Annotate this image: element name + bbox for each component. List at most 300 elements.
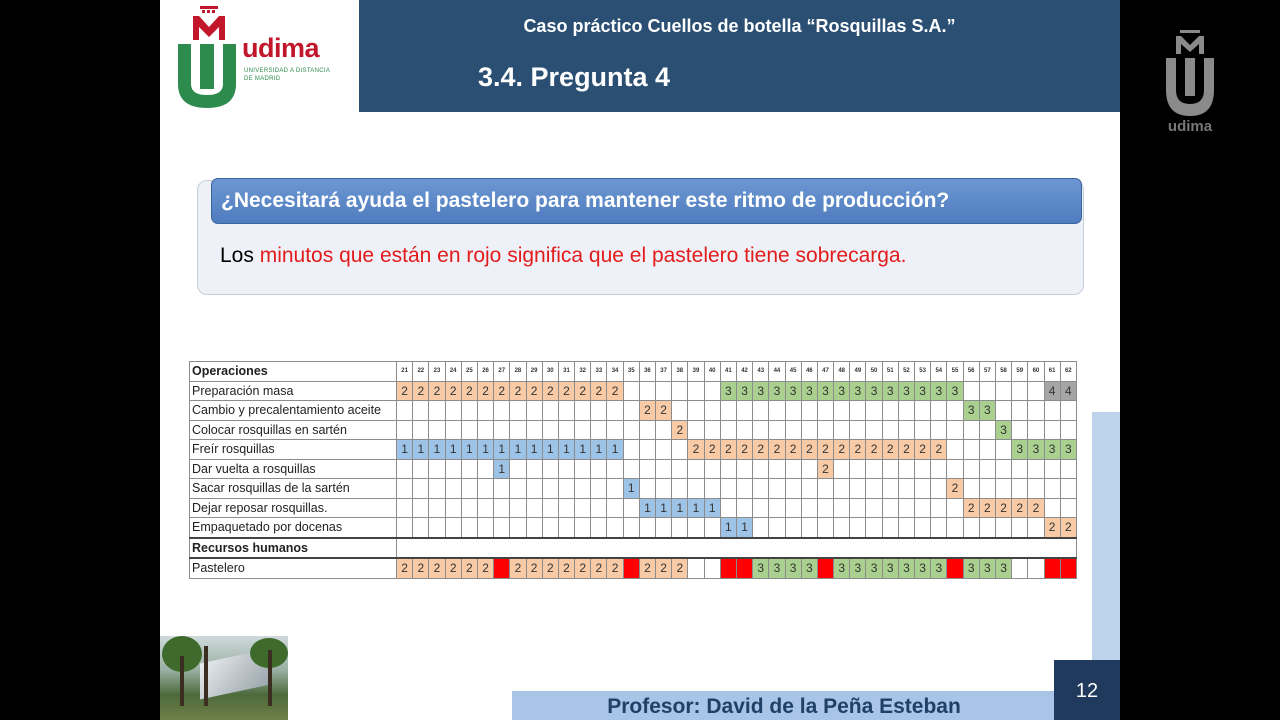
- schedule-cell: [915, 459, 931, 479]
- logo-subtitle-line2: DE MADRID: [244, 76, 281, 82]
- schedule-cell: [526, 420, 542, 440]
- schedule-cell: 3: [963, 401, 979, 421]
- schedule-cell: [1044, 420, 1060, 440]
- operation-label: Colocar rosquillas en sartén: [190, 420, 397, 440]
- schedule-cell: 2: [1044, 518, 1060, 538]
- schedule-cell: [850, 420, 866, 440]
- schedule-cell: [445, 401, 461, 421]
- operations-header: Operaciones: [190, 362, 397, 382]
- schedule-cell: [639, 518, 655, 538]
- operation-label: Cambio y precalentamiento aceite: [190, 401, 397, 421]
- schedule-cell: [688, 479, 704, 499]
- schedule-cell: [866, 498, 882, 518]
- schedule-cell: [753, 518, 769, 538]
- schedule-cell: [477, 401, 493, 421]
- udima-emblem-icon: [160, 0, 242, 112]
- schedule-cell: [963, 420, 979, 440]
- operation-label: Dar vuelta a rosquillas: [190, 459, 397, 479]
- schedule-cell: 2: [445, 381, 461, 401]
- schedule-cell: [753, 420, 769, 440]
- schedule-cell: [801, 459, 817, 479]
- minute-header: 34: [607, 362, 623, 382]
- schedule-cell: [785, 498, 801, 518]
- schedule-cell: [413, 518, 429, 538]
- schedule-cell: [1028, 381, 1044, 401]
- operation-label: Dejar reposar rosquillas.: [190, 498, 397, 518]
- schedule-cell: [995, 401, 1011, 421]
- workload-cell: 3: [979, 558, 995, 578]
- schedule-cell: 1: [542, 440, 558, 460]
- schedule-cell: 1: [736, 518, 752, 538]
- schedule-cell: [510, 401, 526, 421]
- schedule-cell: [915, 479, 931, 499]
- schedule-cell: [947, 459, 963, 479]
- workload-cell: [1012, 558, 1028, 578]
- answer-text: [220, 244, 906, 268]
- schedule-cell: 2: [963, 498, 979, 518]
- schedule-cell: [963, 518, 979, 538]
- schedule-cell: [656, 459, 672, 479]
- schedule-cell: [720, 401, 736, 421]
- schedule-cell: [931, 479, 947, 499]
- schedule-cell: [915, 401, 931, 421]
- overload-cell: [1060, 558, 1076, 578]
- schedule-cell: [688, 381, 704, 401]
- minute-header: 36: [639, 362, 655, 382]
- minute-header: 59: [1012, 362, 1028, 382]
- schedule-cell: [461, 459, 477, 479]
- schedule-cell: [656, 440, 672, 460]
- schedule-cell: 3: [769, 381, 785, 401]
- minute-header: 56: [963, 362, 979, 382]
- schedule-cell: [607, 401, 623, 421]
- schedule-cell: 2: [898, 440, 914, 460]
- schedule-cell: 2: [753, 440, 769, 460]
- schedule-cell: [882, 401, 898, 421]
- minute-header: 62: [1060, 362, 1076, 382]
- schedule-cell: 4: [1060, 381, 1076, 401]
- page-number: 12: [1054, 660, 1120, 720]
- schedule-cell: 3: [979, 401, 995, 421]
- schedule-cell: 3: [995, 420, 1011, 440]
- schedule-cell: [558, 479, 574, 499]
- schedule-cell: [785, 479, 801, 499]
- schedule-cell: 3: [947, 381, 963, 401]
- schedule-cell: 2: [817, 440, 833, 460]
- operation-row: [190, 401, 1077, 421]
- schedule-cell: [753, 459, 769, 479]
- schedule-cell: [688, 401, 704, 421]
- schedule-cell: [477, 518, 493, 538]
- minute-header: 25: [461, 362, 477, 382]
- minute-header: 53: [915, 362, 931, 382]
- schedule-cell: [1060, 420, 1076, 440]
- schedule-cell: 2: [575, 381, 591, 401]
- schedule-cell: 1: [429, 440, 445, 460]
- header-subtitle: Caso práctico Cuellos de botella “Rosquillas S.A.”: [523, 16, 956, 36]
- schedule-cell: [510, 479, 526, 499]
- schedule-cell: [769, 518, 785, 538]
- schedule-cell: [639, 381, 655, 401]
- schedule-cell: 3: [720, 381, 736, 401]
- schedule-cell: 2: [882, 440, 898, 460]
- schedule-cell: 1: [397, 440, 413, 460]
- schedule-cell: [477, 459, 493, 479]
- schedule-cell: [429, 459, 445, 479]
- minute-header: 24: [445, 362, 461, 382]
- schedule-cell: [607, 459, 623, 479]
- workload-cell: 3: [931, 558, 947, 578]
- footer-professor: Profesor: David de la Peña Esteban: [512, 691, 1056, 720]
- schedule-cell: [558, 518, 574, 538]
- schedule-cell: [591, 420, 607, 440]
- schedule-cell: [526, 498, 542, 518]
- minute-header: 54: [931, 362, 947, 382]
- schedule-cell: [558, 401, 574, 421]
- schedule-cell: [834, 401, 850, 421]
- minute-header: 55: [947, 362, 963, 382]
- schedule-cell: [801, 479, 817, 499]
- schedule-cell: [947, 420, 963, 440]
- schedule-cell: [558, 420, 574, 440]
- minute-header: 38: [672, 362, 688, 382]
- resources-header: Recursos humanos: [190, 538, 397, 559]
- schedule-cell: 1: [526, 440, 542, 460]
- schedule-cell: 2: [817, 459, 833, 479]
- schedule-cell: 3: [834, 381, 850, 401]
- schedule-cell: [575, 459, 591, 479]
- schedule-cell: [801, 420, 817, 440]
- schedule-cell: [963, 479, 979, 499]
- workload-cell: 3: [915, 558, 931, 578]
- schedule-cell: [736, 420, 752, 440]
- tree-trunk: [268, 650, 272, 706]
- schedule-cell: [510, 518, 526, 538]
- workload-cell: 3: [882, 558, 898, 578]
- schedule-cell: [1044, 401, 1060, 421]
- workload-cell: 3: [898, 558, 914, 578]
- schedule-cell: [801, 401, 817, 421]
- schedule-cell: 2: [542, 381, 558, 401]
- workload-cell: 3: [963, 558, 979, 578]
- schedule-cell: [542, 479, 558, 499]
- workload-cell: 2: [542, 558, 558, 578]
- schedule-cell: 1: [672, 498, 688, 518]
- schedule-cell: 2: [510, 381, 526, 401]
- schedule-cell: 1: [704, 498, 720, 518]
- schedule-cell: [445, 459, 461, 479]
- schedule-cell: [769, 420, 785, 440]
- schedule-cell: 2: [558, 381, 574, 401]
- schedule-cell: [1060, 498, 1076, 518]
- minute-header: 29: [526, 362, 542, 382]
- minute-header: 61: [1044, 362, 1060, 382]
- schedule-cell: 3: [850, 381, 866, 401]
- workload-cell: 2: [558, 558, 574, 578]
- schedule-cell: [623, 518, 639, 538]
- pastelero-row: [190, 558, 1077, 578]
- workload-cell: 3: [753, 558, 769, 578]
- schedule-cell: [397, 518, 413, 538]
- campus-photo: [160, 636, 288, 720]
- schedule-cell: [817, 401, 833, 421]
- schedule-cell: 2: [769, 440, 785, 460]
- schedule-cell: 1: [558, 440, 574, 460]
- schedule-cell: [558, 459, 574, 479]
- workload-cell: 2: [397, 558, 413, 578]
- schedule-cell: 2: [1028, 498, 1044, 518]
- schedule-cell: [413, 459, 429, 479]
- schedule-cell: [898, 498, 914, 518]
- schedule-cell: [397, 498, 413, 518]
- schedule-cell: [736, 401, 752, 421]
- schedule-cell: [769, 479, 785, 499]
- operation-label: Sacar rosquillas de la sartén: [190, 479, 397, 499]
- schedule-cell: 1: [607, 440, 623, 460]
- schedule-cell: [898, 401, 914, 421]
- schedule-cell: [397, 420, 413, 440]
- minute-header: 45: [785, 362, 801, 382]
- schedule-cell: [979, 459, 995, 479]
- operation-row: [190, 381, 1077, 401]
- schedule-cell: 2: [413, 381, 429, 401]
- schedule-cell: [623, 498, 639, 518]
- schedule-cell: [850, 401, 866, 421]
- operation-label: Empaquetado por docenas: [190, 518, 397, 538]
- schedule-cell: [623, 401, 639, 421]
- schedule-cell: 2: [429, 381, 445, 401]
- slide-title: 3.4. Pregunta 4: [478, 62, 671, 92]
- schedule-cell: [931, 459, 947, 479]
- side-udima-logo: [1160, 30, 1220, 140]
- schedule-cell: 1: [477, 440, 493, 460]
- schedule-cell: [688, 518, 704, 538]
- schedule-cell: 2: [591, 381, 607, 401]
- schedule-cell: [1028, 479, 1044, 499]
- schedule-cell: [429, 498, 445, 518]
- schedule-cell: [672, 381, 688, 401]
- schedule-cell: [526, 518, 542, 538]
- resources-header-blank: [397, 538, 1077, 559]
- schedule-cell: [623, 459, 639, 479]
- schedule-cell: [461, 420, 477, 440]
- schedule-cell: [736, 498, 752, 518]
- schedule-cell: [639, 420, 655, 440]
- schedule-cell: 1: [413, 440, 429, 460]
- schedule-cell: [882, 518, 898, 538]
- schedule-cell: 2: [866, 440, 882, 460]
- schedule-cell: [397, 401, 413, 421]
- schedule-cell: [526, 479, 542, 499]
- schedule-cell: 2: [931, 440, 947, 460]
- schedule-cell: [413, 498, 429, 518]
- schedule-cell: [704, 401, 720, 421]
- schedule-cell: [607, 420, 623, 440]
- workload-cell: 2: [591, 558, 607, 578]
- schedule-cell: [526, 401, 542, 421]
- schedule-cell: [753, 401, 769, 421]
- workload-cell: 2: [477, 558, 493, 578]
- schedule-cell: [834, 498, 850, 518]
- schedule-cell: [510, 459, 526, 479]
- schedule-cell: [1060, 479, 1076, 499]
- overload-cell: [720, 558, 736, 578]
- schedule-cell: [413, 401, 429, 421]
- schedule-cell: [995, 518, 1011, 538]
- schedule-cell: [542, 420, 558, 440]
- schedule-cell: [445, 420, 461, 440]
- schedule-cell: [591, 401, 607, 421]
- schedule-cell: 3: [915, 381, 931, 401]
- schedule-cell: [494, 498, 510, 518]
- minute-header: 31: [558, 362, 574, 382]
- schedule-cell: 2: [979, 498, 995, 518]
- workload-cell: 2: [413, 558, 429, 578]
- schedule-cell: [1012, 459, 1028, 479]
- minute-header: 47: [817, 362, 833, 382]
- schedule-cell: 3: [801, 381, 817, 401]
- schedule-cell: 2: [494, 381, 510, 401]
- schedule-cell: [979, 479, 995, 499]
- schedule-cell: [672, 401, 688, 421]
- schedule-cell: 3: [1012, 440, 1028, 460]
- schedule-cell: 1: [656, 498, 672, 518]
- schedule-cell: 4: [1044, 381, 1060, 401]
- schedule-cell: [834, 459, 850, 479]
- schedule-cell: [947, 498, 963, 518]
- schedule-cell: [801, 498, 817, 518]
- schedule-cell: [623, 381, 639, 401]
- schedule-cell: 2: [461, 381, 477, 401]
- schedule-cell: 3: [1028, 440, 1044, 460]
- schedule-cell: [672, 459, 688, 479]
- minute-header: 52: [898, 362, 914, 382]
- schedule-cell: [1012, 401, 1028, 421]
- schedule-cell: [995, 459, 1011, 479]
- schedule-cell: [607, 518, 623, 538]
- schedule-cell: [445, 518, 461, 538]
- schedule-cell: [591, 459, 607, 479]
- schedule-cell: [995, 440, 1011, 460]
- schedule-cell: 3: [817, 381, 833, 401]
- schedule-cell: [834, 420, 850, 440]
- schedule-cell: [429, 401, 445, 421]
- schedule-cell: [1060, 459, 1076, 479]
- schedule-cell: 1: [591, 440, 607, 460]
- schedule-cell: [753, 479, 769, 499]
- schedule-cell: [882, 420, 898, 440]
- schedule-cell: 2: [720, 440, 736, 460]
- schedule-cell: [542, 459, 558, 479]
- schedule-cell: [477, 498, 493, 518]
- schedule-cell: [397, 479, 413, 499]
- workload-cell: 3: [850, 558, 866, 578]
- workload-cell: 2: [607, 558, 623, 578]
- overload-cell: [1044, 558, 1060, 578]
- schedule-cell: 2: [688, 440, 704, 460]
- schedule-cell: [995, 479, 1011, 499]
- schedule-cell: [510, 498, 526, 518]
- schedule-cell: [720, 459, 736, 479]
- schedule-cell: [656, 518, 672, 538]
- schedule-cell: [445, 498, 461, 518]
- schedule-cell: [850, 498, 866, 518]
- schedule-cell: [1044, 459, 1060, 479]
- schedule-cell: [850, 459, 866, 479]
- schedule-cell: [639, 440, 655, 460]
- schedule-cell: [1060, 401, 1076, 421]
- schedule-cell: [623, 440, 639, 460]
- schedule-cell: 2: [397, 381, 413, 401]
- schedule-cell: 2: [477, 381, 493, 401]
- schedule-cell: [461, 498, 477, 518]
- schedule-cell: [785, 459, 801, 479]
- minute-header: 40: [704, 362, 720, 382]
- schedule-cell: 1: [720, 518, 736, 538]
- operation-row: [190, 518, 1077, 538]
- schedule-cell: [1012, 420, 1028, 440]
- workload-cell: 2: [445, 558, 461, 578]
- schedule-cell: 2: [704, 440, 720, 460]
- decorative-bar: [1092, 412, 1120, 660]
- schedule-cell: [591, 479, 607, 499]
- schedule-cell: [672, 479, 688, 499]
- schedule-cell: 3: [1060, 440, 1076, 460]
- schedule-cell: [979, 440, 995, 460]
- schedule-cell: [526, 459, 542, 479]
- resource-label: Pastelero: [190, 558, 397, 578]
- schedule-cell: [704, 479, 720, 499]
- workload-cell: [704, 558, 720, 578]
- schedule-cell: [898, 459, 914, 479]
- udima-emblem-icon: [1160, 30, 1220, 120]
- schedule-cell: [979, 420, 995, 440]
- schedule-cell: [445, 479, 461, 499]
- gantt-table: [189, 361, 1077, 579]
- header-band: [359, 0, 1120, 112]
- answer-prefix: Los: [220, 244, 260, 267]
- schedule-cell: [834, 479, 850, 499]
- operation-row: [190, 440, 1077, 460]
- schedule-cell: [931, 518, 947, 538]
- minute-header: 35: [623, 362, 639, 382]
- schedule-cell: 3: [882, 381, 898, 401]
- schedule-cell: [931, 401, 947, 421]
- schedule-cell: [866, 420, 882, 440]
- schedule-cell: 3: [1044, 440, 1060, 460]
- schedule-cell: [688, 420, 704, 440]
- minute-header: 43: [753, 362, 769, 382]
- schedule-cell: [461, 401, 477, 421]
- minute-header: 51: [882, 362, 898, 382]
- schedule-cell: 1: [575, 440, 591, 460]
- operation-row: [190, 459, 1077, 479]
- schedule-cell: [1044, 479, 1060, 499]
- schedule-cell: [736, 479, 752, 499]
- minute-header: 32: [575, 362, 591, 382]
- schedule-cell: [429, 479, 445, 499]
- schedule-cell: [494, 479, 510, 499]
- minute-header: 39: [688, 362, 704, 382]
- schedule-cell: [898, 479, 914, 499]
- schedule-cell: [656, 420, 672, 440]
- schedule-cell: [1028, 459, 1044, 479]
- schedule-cell: [769, 498, 785, 518]
- schedule-cell: 3: [866, 381, 882, 401]
- schedule-cell: 1: [461, 440, 477, 460]
- schedule-cell: [882, 479, 898, 499]
- operation-label: Preparación masa: [190, 381, 397, 401]
